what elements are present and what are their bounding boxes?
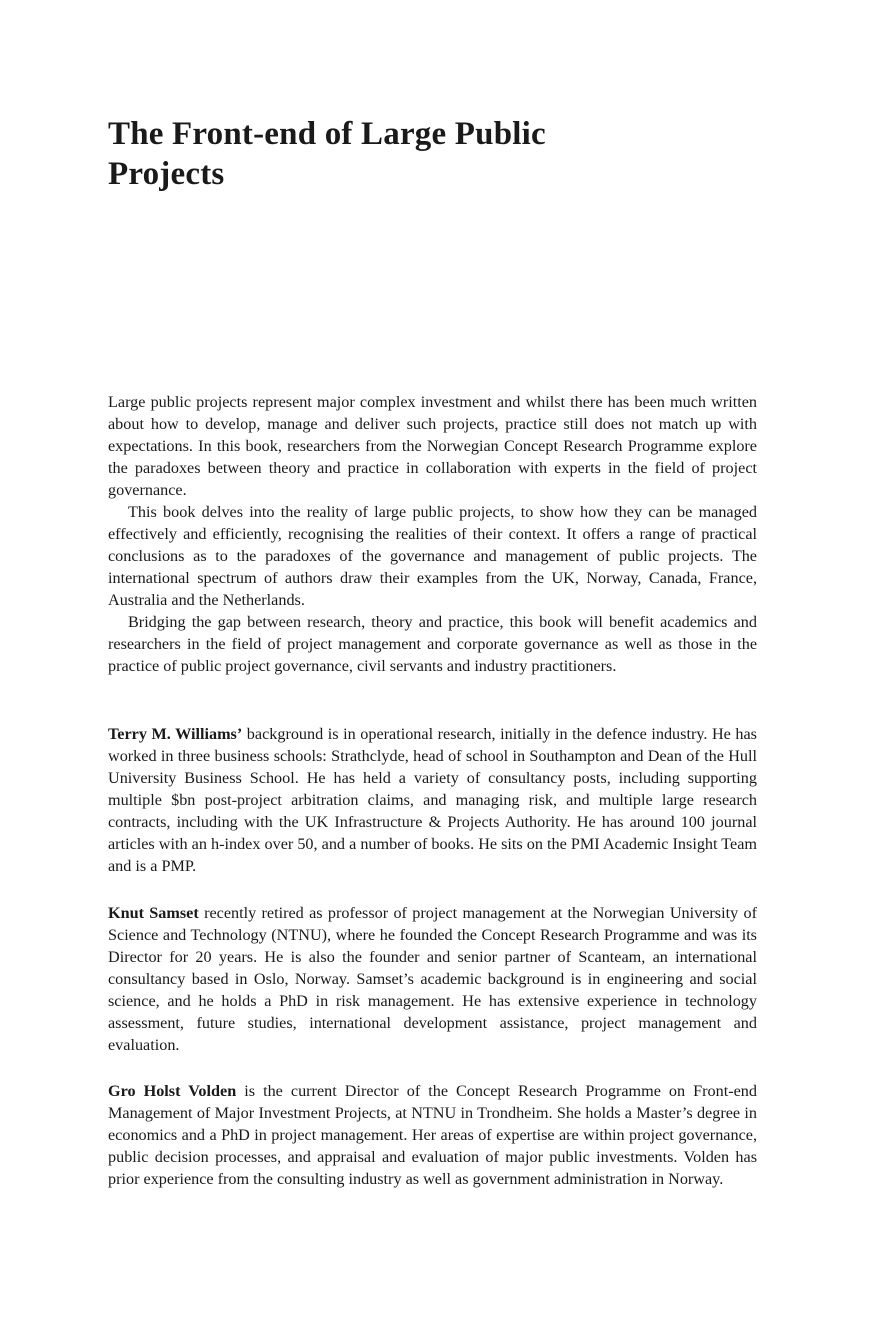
author-name: Terry M. Williams’ [108,725,243,743]
author-name: Gro Holst Volden [108,1082,237,1100]
book-description [108,391,757,677]
author-bio-text: is the current Director of the Concept Research Programme on Front-end Management of Major Investment Projects, at NTNU in Trondheim. She holds a Master’s degree in economics and a PhD in project management. Her areas of expertise are within project governance, public decision processes, and appraisal and evaluation of major public investments. Volden has prior experience from the consulting industry as well as government administration in Norway. [108,1082,757,1188]
description-paragraph: Large public projects represent major complex investment and whilst there has been much written about how to develop, manage and deliver such projects, practice still does not match up with expectations. In this book, researchers from the Norwegian Concept Research Programme explore the paradoxes between theory and practice in collaboration with experts in the field of project governance. [108,393,757,499]
description-paragraph: This book delves into the reality of large public projects, to show how they can be managed effectively and efficiently, recognising the realities of their context. It offers a range of practical conclusions as to the paradoxes of the governance and management of public projects. The international spectrum of authors draw their examples from the UK, Norway, Canada, France, Australia and the Netherlands. [108,503,757,609]
author-bio-text: recently retired as professor of project management at the Norwegian University of Science and Technology (NTNU), where he founded the Concept Research Programme and was its Director for 20 years. He is also the founder and senior partner of Scanteam, an international consultancy based in Oslo, Norway. Samset’s academic background is in engineering and social science, and he holds a PhD in risk management. He has extensive experience in technology assessment, future studies, international development assistance, project management and evaluation. [108,904,757,1054]
author-name: Knut Samset [108,904,199,922]
author-bio-text: background is in operational research, initially in the defence industry. He has worked in three business schools: Strathclyde, head of school in Southampton and Dean of the Hull University Business School. He has held a variety of consultancy posts, including supporting multiple $bn post-project arbitration claims, and managing risk, and multiple large research contracts, including with the UK Infrastructure & Projects Authority. He has around 100 journal articles with an h-index over 50, and a number of books. He sits on the PMI Academic Insight Team and is a PMP. [108,725,757,875]
book-title: The Front-end of Large Public Projects [108,116,546,192]
description-paragraph: Bridging the gap between research, theory and practice, this book will benefit academics and researchers in the field of project management and corporate governance as well as those in the practice of public project governance, civil servants and industry practitioners. [108,613,757,675]
author-bio-volden [108,1080,757,1190]
author-bio-samset [108,902,757,1056]
author-bio-williams [108,723,757,877]
